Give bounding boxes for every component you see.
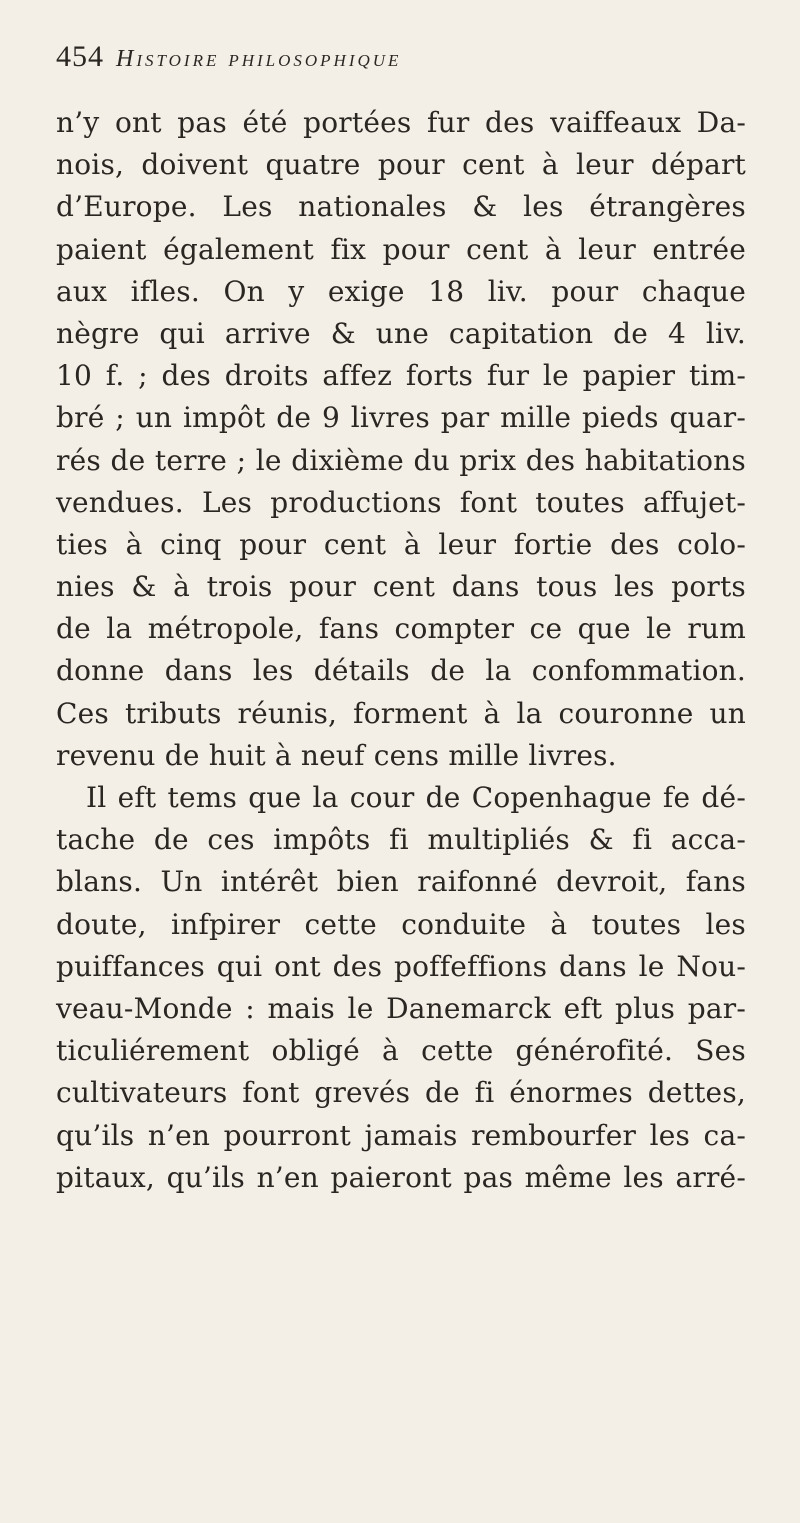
text-line: puiffances qui ont des poffeffions dans le Nou- [56, 949, 746, 983]
running-head [56, 40, 746, 100]
text-line: n’y ont pas été portées fur des vaiffeaux Da- [56, 106, 746, 139]
text-line: pitaux, qu’ils n’en paieront pas même les arré- [56, 1160, 746, 1194]
text-line: d’Europe. Les nationales & les étrangères [56, 190, 746, 224]
text-line: de la métropole, fans compter ce que le rum [56, 612, 746, 646]
running-title: Histoire philosophique [116, 46, 402, 72]
text-line: cultivateurs font grevés de fi énormes dettes, [56, 1076, 746, 1110]
text-line: bré ; un impôt de 9 livres par mille pieds quar- [56, 401, 746, 435]
text-line: revenu de huit à neuf cens mille livres. [56, 738, 617, 772]
text-line: nègre qui arrive & une capitation de 4 liv. [56, 316, 746, 350]
text-line: vendues. Les productions font toutes affujet- [56, 485, 746, 519]
text-line: rés de terre ; le dixième du prix des habitations [56, 443, 746, 477]
text-line: 10 f. ; des droits affez forts fur le papier tim- [56, 359, 746, 393]
text-line: aux ifles. On y exige 18 liv. pour chaque [56, 274, 746, 308]
text-line: Il eft tems que la cour de Copenhague fe dé- [86, 781, 746, 814]
text-line: nies & à trois pour cent dans tous les ports [56, 570, 746, 604]
text-line: veau-Monde : mais le Danemarck eft plus par- [56, 991, 746, 1025]
text-line: Ces tributs réunis, forment à la couronne un [56, 696, 746, 730]
book-page [56, 40, 746, 1199]
text-line: donne dans les détails de la confommation. [56, 654, 746, 688]
text-line: qu’ils n’en pourront jamais rembourfer les ca- [56, 1118, 746, 1152]
text-line: ties à cinq pour cent à leur fortie des colo- [56, 527, 746, 561]
text-line: blans. Un intérêt bien raifonné devroit, fans [56, 865, 746, 899]
text-line: paient également fix pour cent à leur entrée [56, 232, 746, 266]
page-number: 454 [56, 40, 104, 73]
body-text [56, 102, 746, 1199]
text-line: tache de ces impôts fi multipliés & fi acca- [56, 823, 746, 857]
text-line: doute, infpirer cette conduite à toutes les [56, 907, 746, 941]
text-line: ticuliérement obligé à cette générofité. Ses [56, 1034, 746, 1068]
text-line: nois, doivent quatre pour cent à leur départ [56, 148, 746, 182]
